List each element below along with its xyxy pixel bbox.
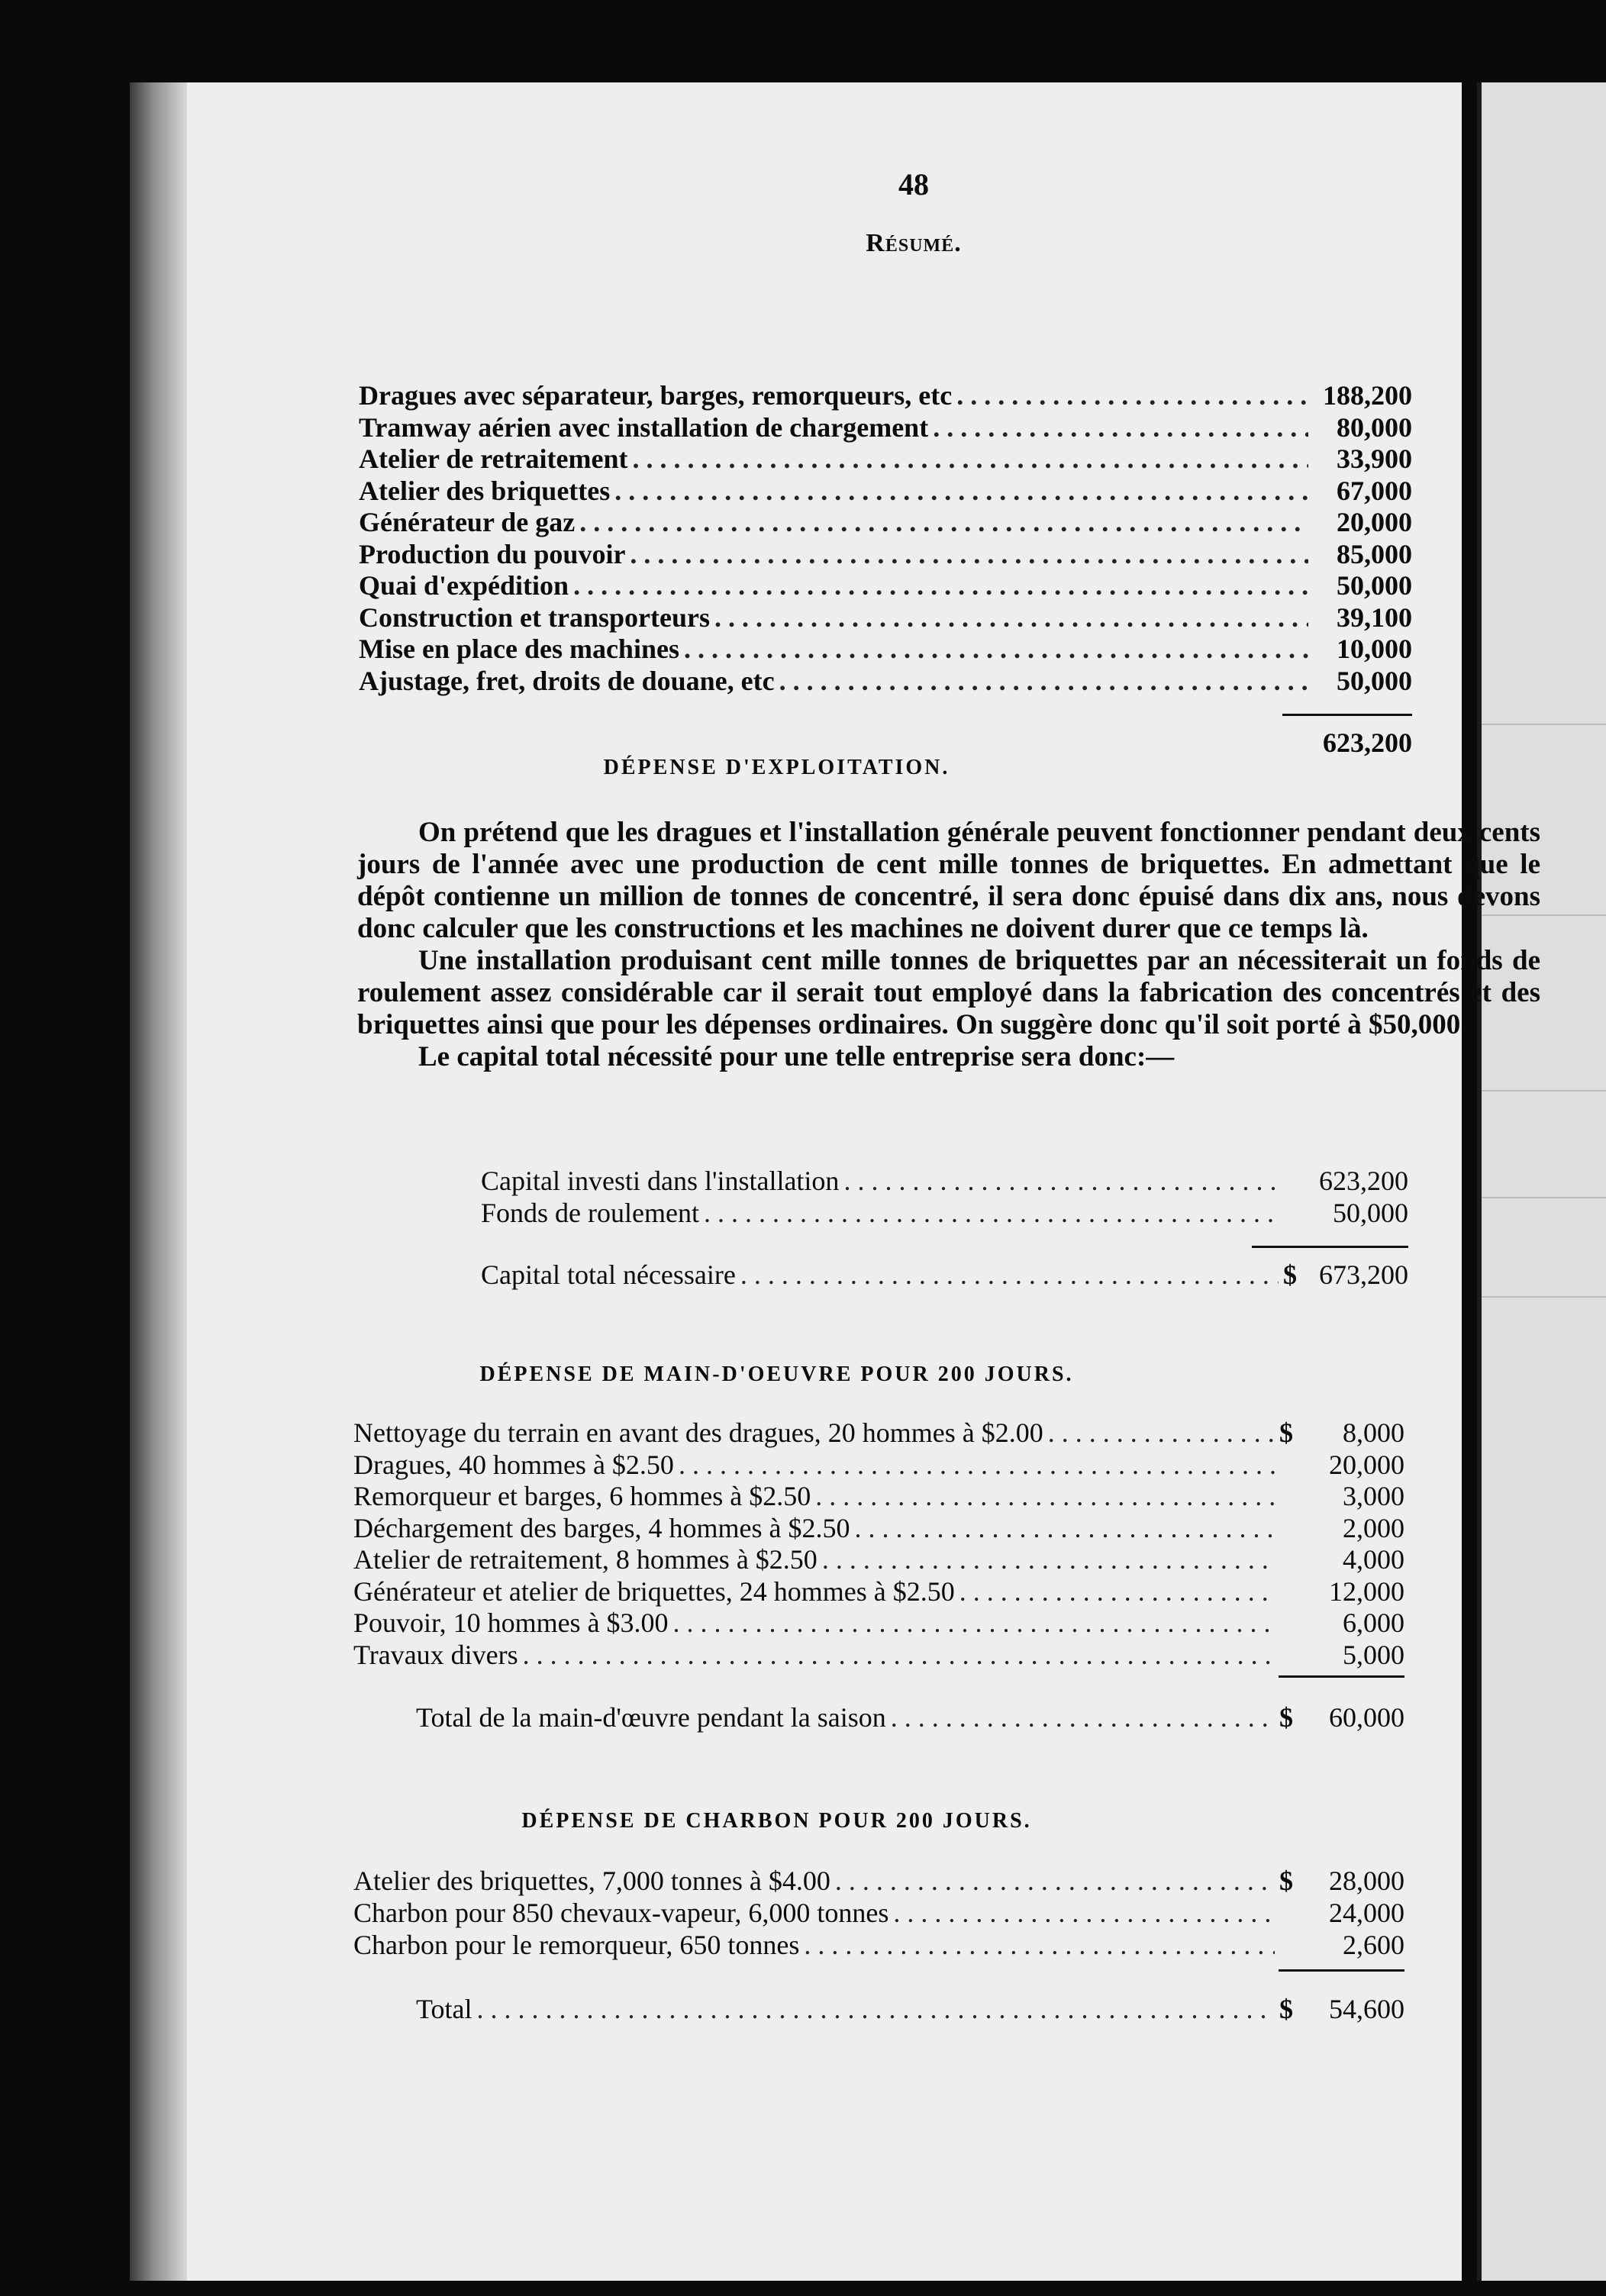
- resume-item-row: [359, 570, 1412, 601]
- labour-item-label: Générateur et atelier de briquettes, 24 hommes à $2.50: [353, 1575, 955, 1607]
- coal-item-row: [353, 1930, 1404, 1961]
- coal-item-label: Charbon pour 850 chevaux-vapeur, 6,000 tonnes: [353, 1898, 889, 1928]
- resume-item-row: [359, 412, 1412, 443]
- capital-item-label: Fonds de roulement: [481, 1198, 699, 1228]
- labour-item-label: Travaux divers: [353, 1639, 518, 1670]
- coal-item-label: Atelier des briquettes, 7,000 tonnes à $4.00: [353, 1866, 830, 1896]
- exploitation-text: [357, 817, 1540, 1073]
- resume-item-label: Construction et transporteurs: [359, 601, 710, 633]
- resume-item-row: [359, 476, 1412, 507]
- coal-item-value: 2,600: [1343, 1930, 1404, 1960]
- coal-item-row: [353, 1898, 1404, 1929]
- labour-item-value: 3,000: [1343, 1481, 1404, 1511]
- exploitation-paragraph-1: On prétend que les dragues et l'installation générale peuvent fonctionner pendant deux cents jours de l'année avec une production de cent mille tonnes de briquettes. En admettant que le dépôt contienne un million de tonnes de concentré, il sera donc épuisé dans dix ans, nous devons donc calculer que les constructions et les machines ne doivent durer que ce temps là.: [357, 817, 1540, 944]
- resume-title: Résumé.: [866, 229, 962, 257]
- labour-total-value: 60,000: [1329, 1702, 1404, 1733]
- labour-item-value: 8,000: [1343, 1417, 1404, 1448]
- labour-heading: DÉPENSE DE MAIN-D'OEUVRE POUR 200 JOURS.: [479, 1362, 1074, 1386]
- labour-item-label: Pouvoir, 10 hommes à $3.00: [353, 1608, 669, 1638]
- resume-item-row: [359, 666, 1412, 697]
- labour-total-rule: [1279, 1675, 1404, 1678]
- capital-item-value: 623,200: [1319, 1166, 1408, 1196]
- coal-heading: DÉPENSE DE CHARBON POUR 200 JOURS.: [521, 1809, 1032, 1833]
- labour-item-row: [353, 1576, 1404, 1608]
- resume-item-label: Tramway aérien avec installation de chargement: [359, 411, 929, 443]
- labour-item-value: 5,000: [1343, 1639, 1404, 1670]
- resume-item-label: Atelier de retraitement: [359, 443, 628, 474]
- labour-total-label: Total de la main-d'œuvre pendant la saison: [416, 1702, 886, 1733]
- labour-item-row: [353, 1544, 1404, 1575]
- coal-item-value: 24,000: [1329, 1898, 1404, 1928]
- resume-item-label: Mise en place des machines: [359, 634, 679, 664]
- capital-total-label: Capital total nécessaire: [481, 1259, 736, 1290]
- resume-item-label: Ajustage, fret, droits de douane, etc: [359, 665, 775, 696]
- capital-total-rule: [1252, 1246, 1408, 1248]
- labour-total-currency: $: [1279, 1702, 1293, 1733]
- capital-total-value: 673,200: [1319, 1259, 1408, 1290]
- capital-item-value: 50,000: [1333, 1198, 1408, 1228]
- resume-item-value: 50,000: [1337, 570, 1412, 601]
- resume-item-row: [359, 443, 1412, 475]
- labour-item-label: Dragues, 40 hommes à $2.50: [353, 1449, 674, 1480]
- labour-total-row: [416, 1702, 1404, 1733]
- resume-total: [1282, 727, 1412, 759]
- resume-item-label: Production du pouvoir: [359, 538, 626, 569]
- resume-item-label: Atelier des briquettes: [359, 475, 611, 506]
- labour-item-value: 20,000: [1329, 1449, 1404, 1480]
- coal-total-rule: [1279, 1969, 1404, 1972]
- resume-item-row: [359, 539, 1412, 570]
- resume-item-value: 33,900: [1337, 443, 1412, 474]
- resume-item-label: Dragues avec séparateur, barges, remorqueurs, etc: [359, 380, 953, 411]
- labour-item-row: [353, 1608, 1404, 1639]
- coal-item-value: 28,000: [1329, 1866, 1404, 1896]
- labour-item-currency: $: [1279, 1417, 1293, 1448]
- resume-item-label: Quai d'expédition: [359, 570, 569, 601]
- capital-total-row: [481, 1259, 1408, 1291]
- labour-item-value: 12,000: [1329, 1575, 1404, 1607]
- labour-item-label: Déchargement des barges, 4 hommes à $2.50: [353, 1512, 850, 1543]
- labour-item-label: Remorqueur et barges, 6 hommes à $2.50: [353, 1481, 811, 1511]
- labour-item-row: [353, 1450, 1404, 1481]
- resume-item-row: [359, 634, 1412, 665]
- capital-item-row: [481, 1198, 1408, 1229]
- labour-item-value: 2,000: [1343, 1512, 1404, 1543]
- capital-item-label: Capital investi dans l'installation: [481, 1166, 840, 1196]
- coal-total-value: 54,600: [1329, 1994, 1404, 2024]
- resume-item-value: 85,000: [1337, 538, 1412, 569]
- coal-total-currency: $: [1279, 1994, 1293, 2024]
- resume-total-value: 623,200: [1323, 727, 1412, 758]
- labour-item-row: [353, 1513, 1404, 1544]
- resume-item-value: 50,000: [1337, 665, 1412, 696]
- page-number: 48: [898, 167, 929, 202]
- labour-item-row: [353, 1417, 1404, 1449]
- capital-total-currency: $: [1283, 1259, 1297, 1290]
- labour-item-label: Atelier de retraitement, 8 hommes à $2.50: [353, 1544, 818, 1575]
- resume-item-value: 20,000: [1337, 507, 1412, 537]
- labour-item-row: [353, 1481, 1404, 1512]
- resume-item-value: 188,200: [1323, 380, 1412, 411]
- coal-item-label: Charbon pour le remorqueur, 650 tonnes: [353, 1930, 800, 1960]
- labour-item-value: 4,000: [1343, 1544, 1404, 1575]
- exploitation-heading: DÉPENSE D'EXPLOITATION.: [603, 756, 950, 779]
- capital-item-row: [481, 1166, 1408, 1197]
- resume-total-rule: [1282, 714, 1412, 716]
- resume-item-label: Générateur de gaz: [359, 507, 576, 537]
- resume-item-row: [359, 380, 1412, 411]
- labour-item-value: 6,000: [1343, 1608, 1404, 1638]
- resume-item-value: 67,000: [1337, 475, 1412, 506]
- coal-item-currency: $: [1279, 1866, 1293, 1896]
- resume-item-row: [359, 507, 1412, 538]
- resume-item-value: 80,000: [1337, 411, 1412, 443]
- labour-item-label: Nettoyage du terrain en avant des dragues, 20 hommes à $2.00: [353, 1417, 1043, 1448]
- coal-total-row: [416, 1994, 1404, 2025]
- resume-item-value: 39,100: [1337, 601, 1412, 633]
- coal-item-row: [353, 1866, 1404, 1897]
- exploitation-paragraph-2: Une installation produisant cent mille tonnes de briquettes par an nécessiterait un fonds de roulement assez considérable car il serait tout employé dans la fabrication des concentrés et des briquettes ainsi que pour les dépenses ordinaires. On suggère donc qu'il soit porté à $50,000.: [357, 945, 1540, 1040]
- exploitation-paragraph-3: Le capital total nécessité pour une telle entreprise sera donc:—: [418, 1041, 1175, 1072]
- coal-total-label: Total: [416, 1994, 472, 2024]
- resume-item-value: 10,000: [1337, 634, 1412, 664]
- labour-item-row: [353, 1640, 1404, 1671]
- resume-item-row: [359, 602, 1412, 634]
